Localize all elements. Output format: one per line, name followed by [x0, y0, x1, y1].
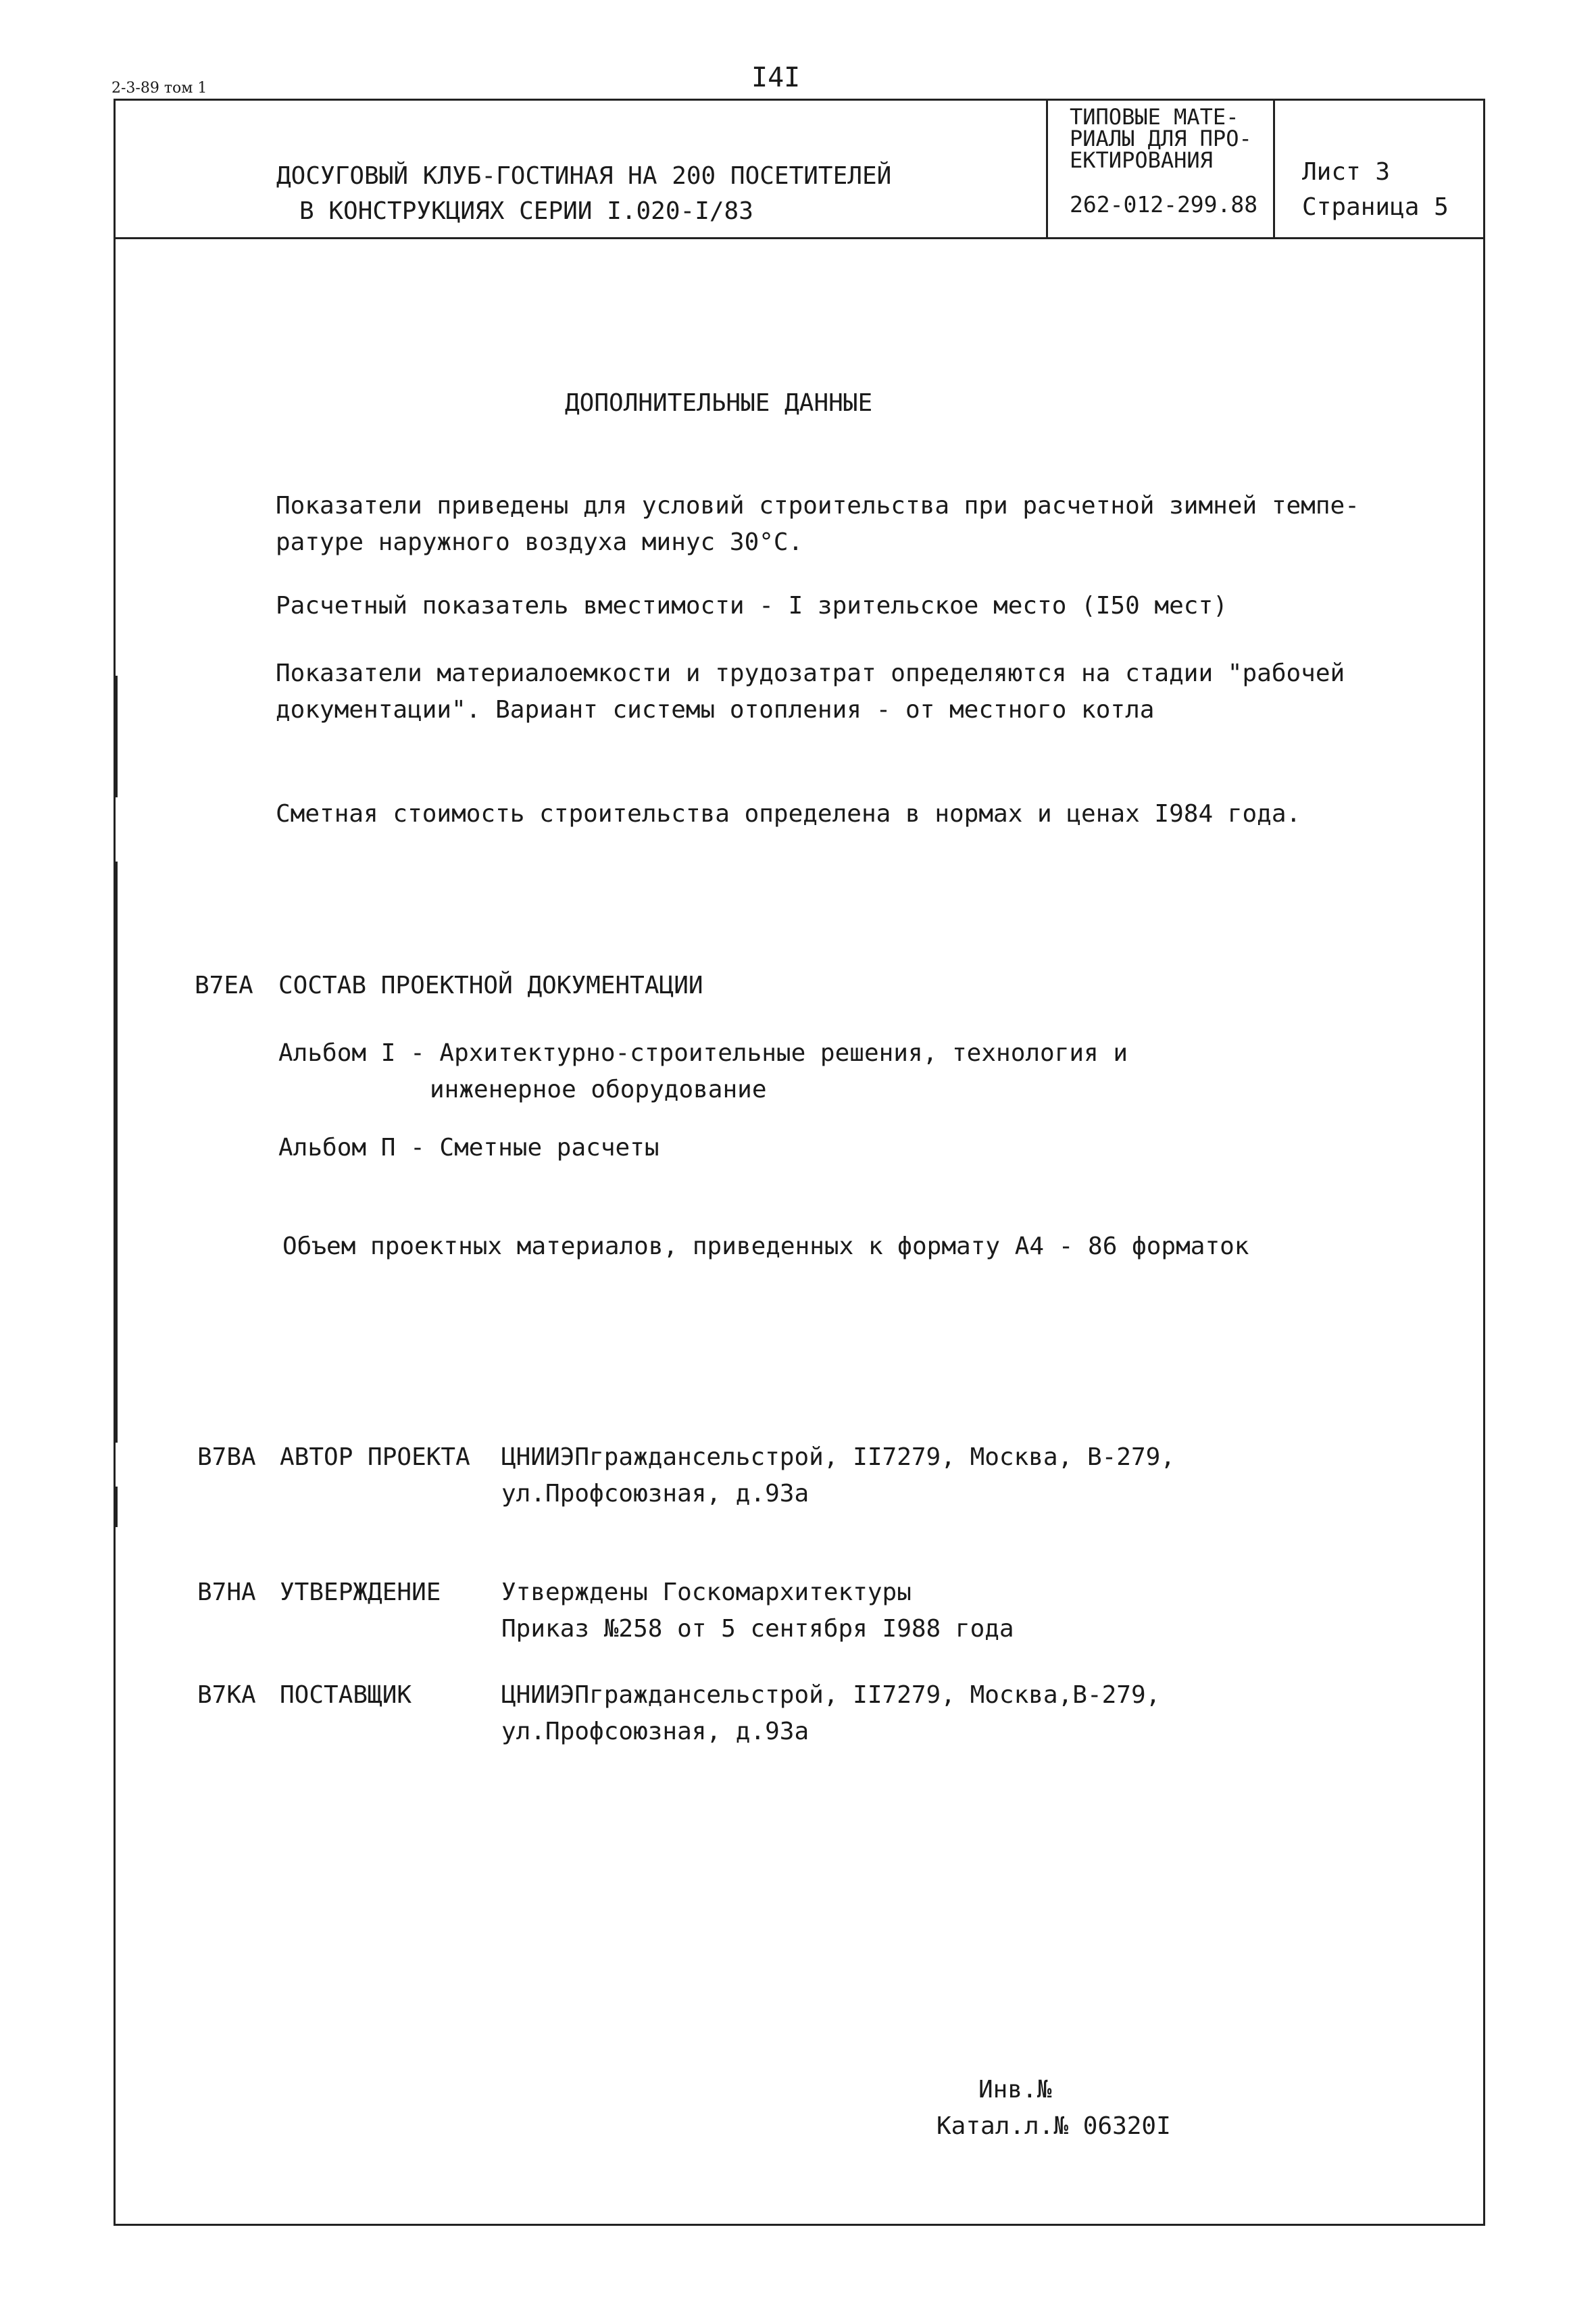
margin-mark	[116, 676, 118, 797]
supplier-code: В7КА	[197, 1681, 256, 1709]
supplier-line2: ул.Профсоюзная, д.93а	[501, 1718, 809, 1745]
album1-line2: инженерное оборудование	[430, 1076, 767, 1103]
approval-line1: Утверждены Госкомархитектуры	[501, 1578, 912, 1606]
album2: Альбом П - Сметные расчеты	[278, 1134, 659, 1162]
author-line1: ЦНИИЭПграждансельстрой, II7279, Москва, В-279,	[501, 1443, 1175, 1471]
doc-type-line1: ТИПОВЫЕ МАТЕ-	[1070, 104, 1239, 130]
album1-line1: Альбом I - Архитектурно-строительные решения, технология и	[278, 1039, 1128, 1067]
approval-label: УТВЕРЖДЕНИЕ	[280, 1578, 441, 1606]
approval-code: В7НА	[197, 1578, 256, 1606]
author-code: В7ВА	[197, 1443, 256, 1471]
inventory-number: Инв.№	[978, 2076, 1052, 2104]
document-series-note: 2-3-89 том 1	[111, 80, 207, 97]
document-title-line1: ДОСУГОВЫЙ КЛУБ-ГОСТИНАЯ НА 200 ПОСЕТИТЕЛЕЙ	[276, 162, 892, 190]
margin-mark	[116, 862, 118, 1443]
page-indicator: Страница 5	[1302, 193, 1449, 221]
document-code: 262-012-299.88	[1070, 191, 1258, 218]
author-line2: ул.Профсоюзная, д.93а	[501, 1480, 809, 1508]
composition-code: В7ЕА	[195, 972, 253, 999]
paragraph-cost: Сметная стоимость строительства определена в нормах и ценах I984 года.	[276, 800, 1301, 828]
supplier-label: ПОСТАВЩИК	[280, 1681, 412, 1709]
section-title: ДОПОЛНИТЕЛЬНЫЕ ДАННЫЕ	[565, 389, 873, 417]
document-title-line2: В КОНСТРУКЦИЯХ СЕРИИ I.020-I/83	[299, 197, 753, 225]
paragraph-materials-line1: Показатели материалоемкости и трудозатрат определяются на стадии "рабочей	[276, 659, 1345, 687]
title-block-divider	[1046, 101, 1048, 237]
paragraph-climate-line1: Показатели приведены для условий строительства при расчетной зимней темпе-	[276, 492, 1360, 520]
catalog-number: Катал.л.№ 06320I	[937, 2112, 1171, 2140]
paragraph-materials-line2: документации". Вариант системы отопления - от местного котла	[276, 696, 1155, 724]
supplier-line1: ЦНИИЭПграждансельстрой, II7279, Москва,В-279,	[501, 1681, 1161, 1709]
paragraph-climate-line2: ратуре наружного воздуха минус 30°С.	[276, 528, 803, 556]
author-label: АВТОР ПРОЕКТА	[280, 1443, 470, 1471]
doc-type-line2: РИАЛЫ ДЛЯ ПРО-	[1070, 126, 1252, 151]
composition-title: СОСТАВ ПРОЕКТНОЙ ДОКУМЕНТАЦИИ	[278, 972, 703, 999]
approval-line2: Приказ №258 от 5 сентября I988 года	[501, 1615, 1014, 1643]
title-block	[116, 101, 1483, 239]
doc-type-line3: ЕКТИРОВАНИЯ	[1070, 147, 1213, 173]
sheet-number: Лист 3	[1302, 158, 1391, 186]
paragraph-capacity: Расчетный показатель вместимости - I зрительское место (I50 мест)	[276, 592, 1228, 620]
title-block-divider	[1273, 101, 1275, 237]
volume-note: Объем проектных материалов, приведенных к формату А4 - 86 форматок	[282, 1233, 1249, 1260]
page-number: I4I	[751, 62, 801, 93]
margin-mark	[116, 1487, 118, 1527]
